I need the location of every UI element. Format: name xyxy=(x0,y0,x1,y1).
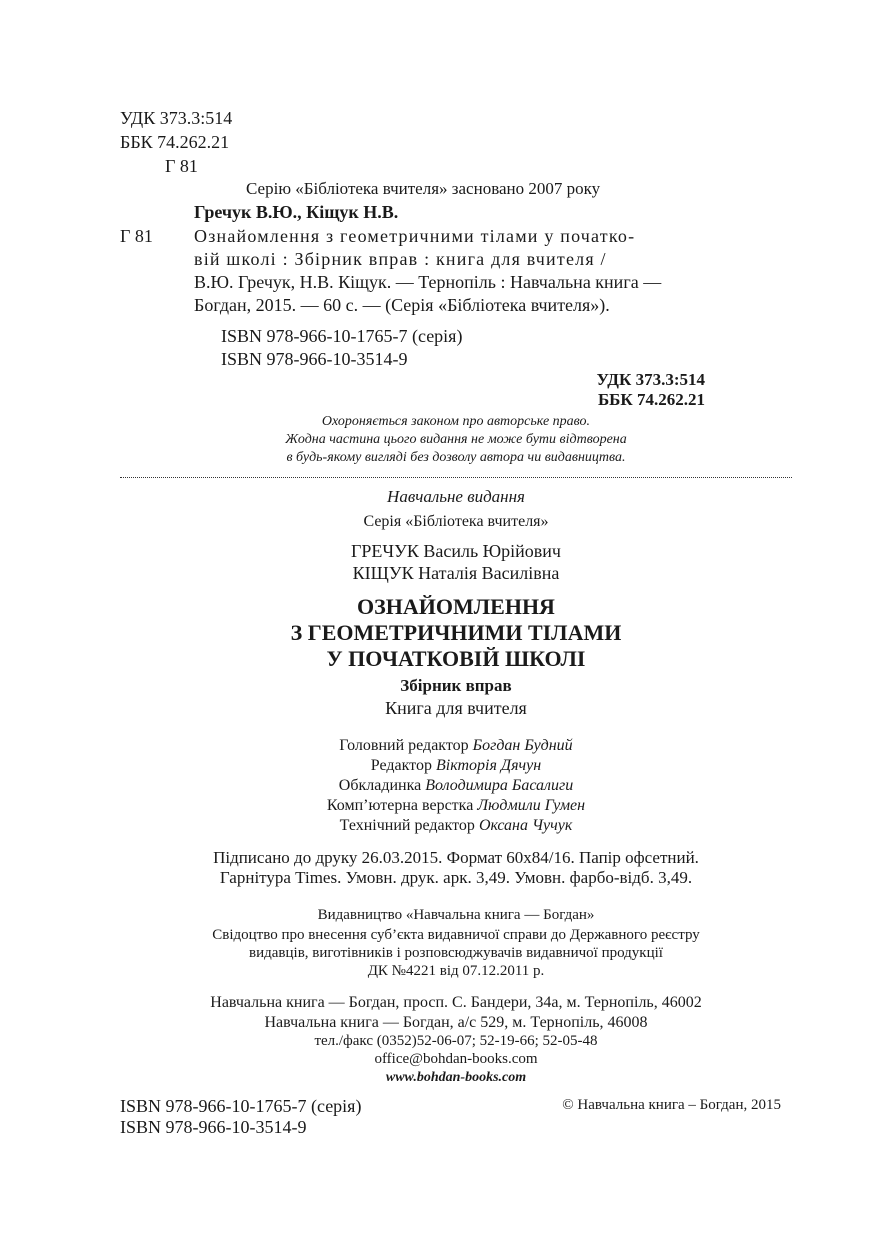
credit-line: Обкладинка Володимира Басалиги xyxy=(338,777,574,794)
catalog-bbk: ББК 74.262.21 xyxy=(597,390,705,409)
bottom-isbn: ISBN 978-966-10-3514-9 xyxy=(120,1117,307,1137)
catalog-line: вій школі : Збірник вправ : книга для вчителя / xyxy=(194,249,607,269)
print-info-line: Гарнітура Times. Умовн. друк. арк. 3,49. Умовн. фарбо-відб. 3,49. xyxy=(219,868,693,887)
catalog-line: Ознайомлення з геометричними тілами у початко- xyxy=(194,226,636,246)
copyright-notice-line: Охороняється законом про авторське право. xyxy=(321,414,591,429)
publisher-line: видавців, виготівників і розповсюджувачів видавничої продукції xyxy=(249,945,663,961)
copyright-line: © Навчальна книга – Богдан, 2015 xyxy=(562,1097,781,1113)
series-note: Серію «Бібліотека вчителя» засновано 2007 року xyxy=(246,179,601,198)
authors-heading: Гречук В.Ю., Кіщук Н.В. xyxy=(194,202,399,222)
credit-line: Редактор Вікторія Дячун xyxy=(370,757,542,774)
author-full: КІЩУК Наталія Василівна xyxy=(352,563,560,583)
phone-line: тел./факс (0352)52-06-07; 52-19-66; 52-05-48 xyxy=(314,1033,598,1049)
email-link[interactable]: office@bohdan-books.com xyxy=(374,1051,538,1067)
book-title-line: З ГЕОМЕТРИЧНИМИ ТІЛАМИ xyxy=(290,620,622,645)
catalog-line: В.Ю. Гречук, Н.В. Кіщук. — Тернопіль : Навчальна книга — xyxy=(194,272,662,292)
udk-top: УДК 373.3:514 xyxy=(120,108,233,128)
catalog-udk: УДК 373.3:514 xyxy=(596,370,705,389)
author-full: ГРЕЧУК Василь Юрійович xyxy=(351,541,561,561)
credit-line: Головний редактор Богдан Будний xyxy=(339,737,573,754)
catalog-isbn-series: ISBN 978-966-10-1765-7 (серія) xyxy=(221,326,463,346)
catalog-line: Богдан, 2015. — 60 с. — (Серія «Бібліотека вчителя»). xyxy=(194,295,610,315)
edition-type: Навчальне видання xyxy=(387,487,525,506)
book-title-line: У ПОЧАТКОВІЙ ШКОЛІ xyxy=(326,646,586,671)
catalog-isbn: ISBN 978-966-10-3514-9 xyxy=(221,349,408,369)
book-title-line: ОЗНАЙОМЛЕННЯ xyxy=(357,594,555,619)
author-mark-top: Г 81 xyxy=(165,156,198,176)
copyright-notice-line: Жодна частина цього видання не може бути відтворена xyxy=(285,432,627,447)
print-info-line: Підписано до друку 26.03.2015. Формат 60х84/16. Папір офсетний. xyxy=(213,848,699,867)
publisher-line: Свідоцтво про внесення суб’єкта видавничої справи до Державного реєстру xyxy=(212,927,700,943)
website-link[interactable]: www.bohdan-books.com xyxy=(385,1070,527,1085)
bbk-top: ББК 74.262.21 xyxy=(120,132,230,152)
bottom-isbn-series: ISBN 978-966-10-1765-7 (серія) xyxy=(120,1096,362,1116)
credit-line: Технічний редактор Оксана Чучук xyxy=(339,817,573,834)
dotted-divider xyxy=(120,477,792,478)
copyright-notice-line: в будь-якому вигляді без дозволу автора чи видавництва. xyxy=(286,450,626,465)
address-line: Навчальна книга — Богдан, а/с 529, м. Тернопіль, 46008 xyxy=(264,1014,648,1031)
catalog-mark: Г 81 xyxy=(120,226,153,246)
series-label: Серія «Бібліотека вчителя» xyxy=(363,513,549,530)
publisher-line: Видавництво «Навчальна книга — Богдан» xyxy=(317,907,595,923)
address-line: Навчальна книга — Богдан, просп. С. Бандери, 34а, м. Тернопіль, 46002 xyxy=(210,994,702,1011)
subtitle-2: Книга для вчителя xyxy=(385,698,527,718)
subtitle: Збірник вправ xyxy=(400,676,512,695)
publisher-line: ДК №4221 від 07.12.2011 р. xyxy=(367,963,545,979)
credit-line: Комп’ютерна верстка Людмили Гумен xyxy=(326,797,586,814)
